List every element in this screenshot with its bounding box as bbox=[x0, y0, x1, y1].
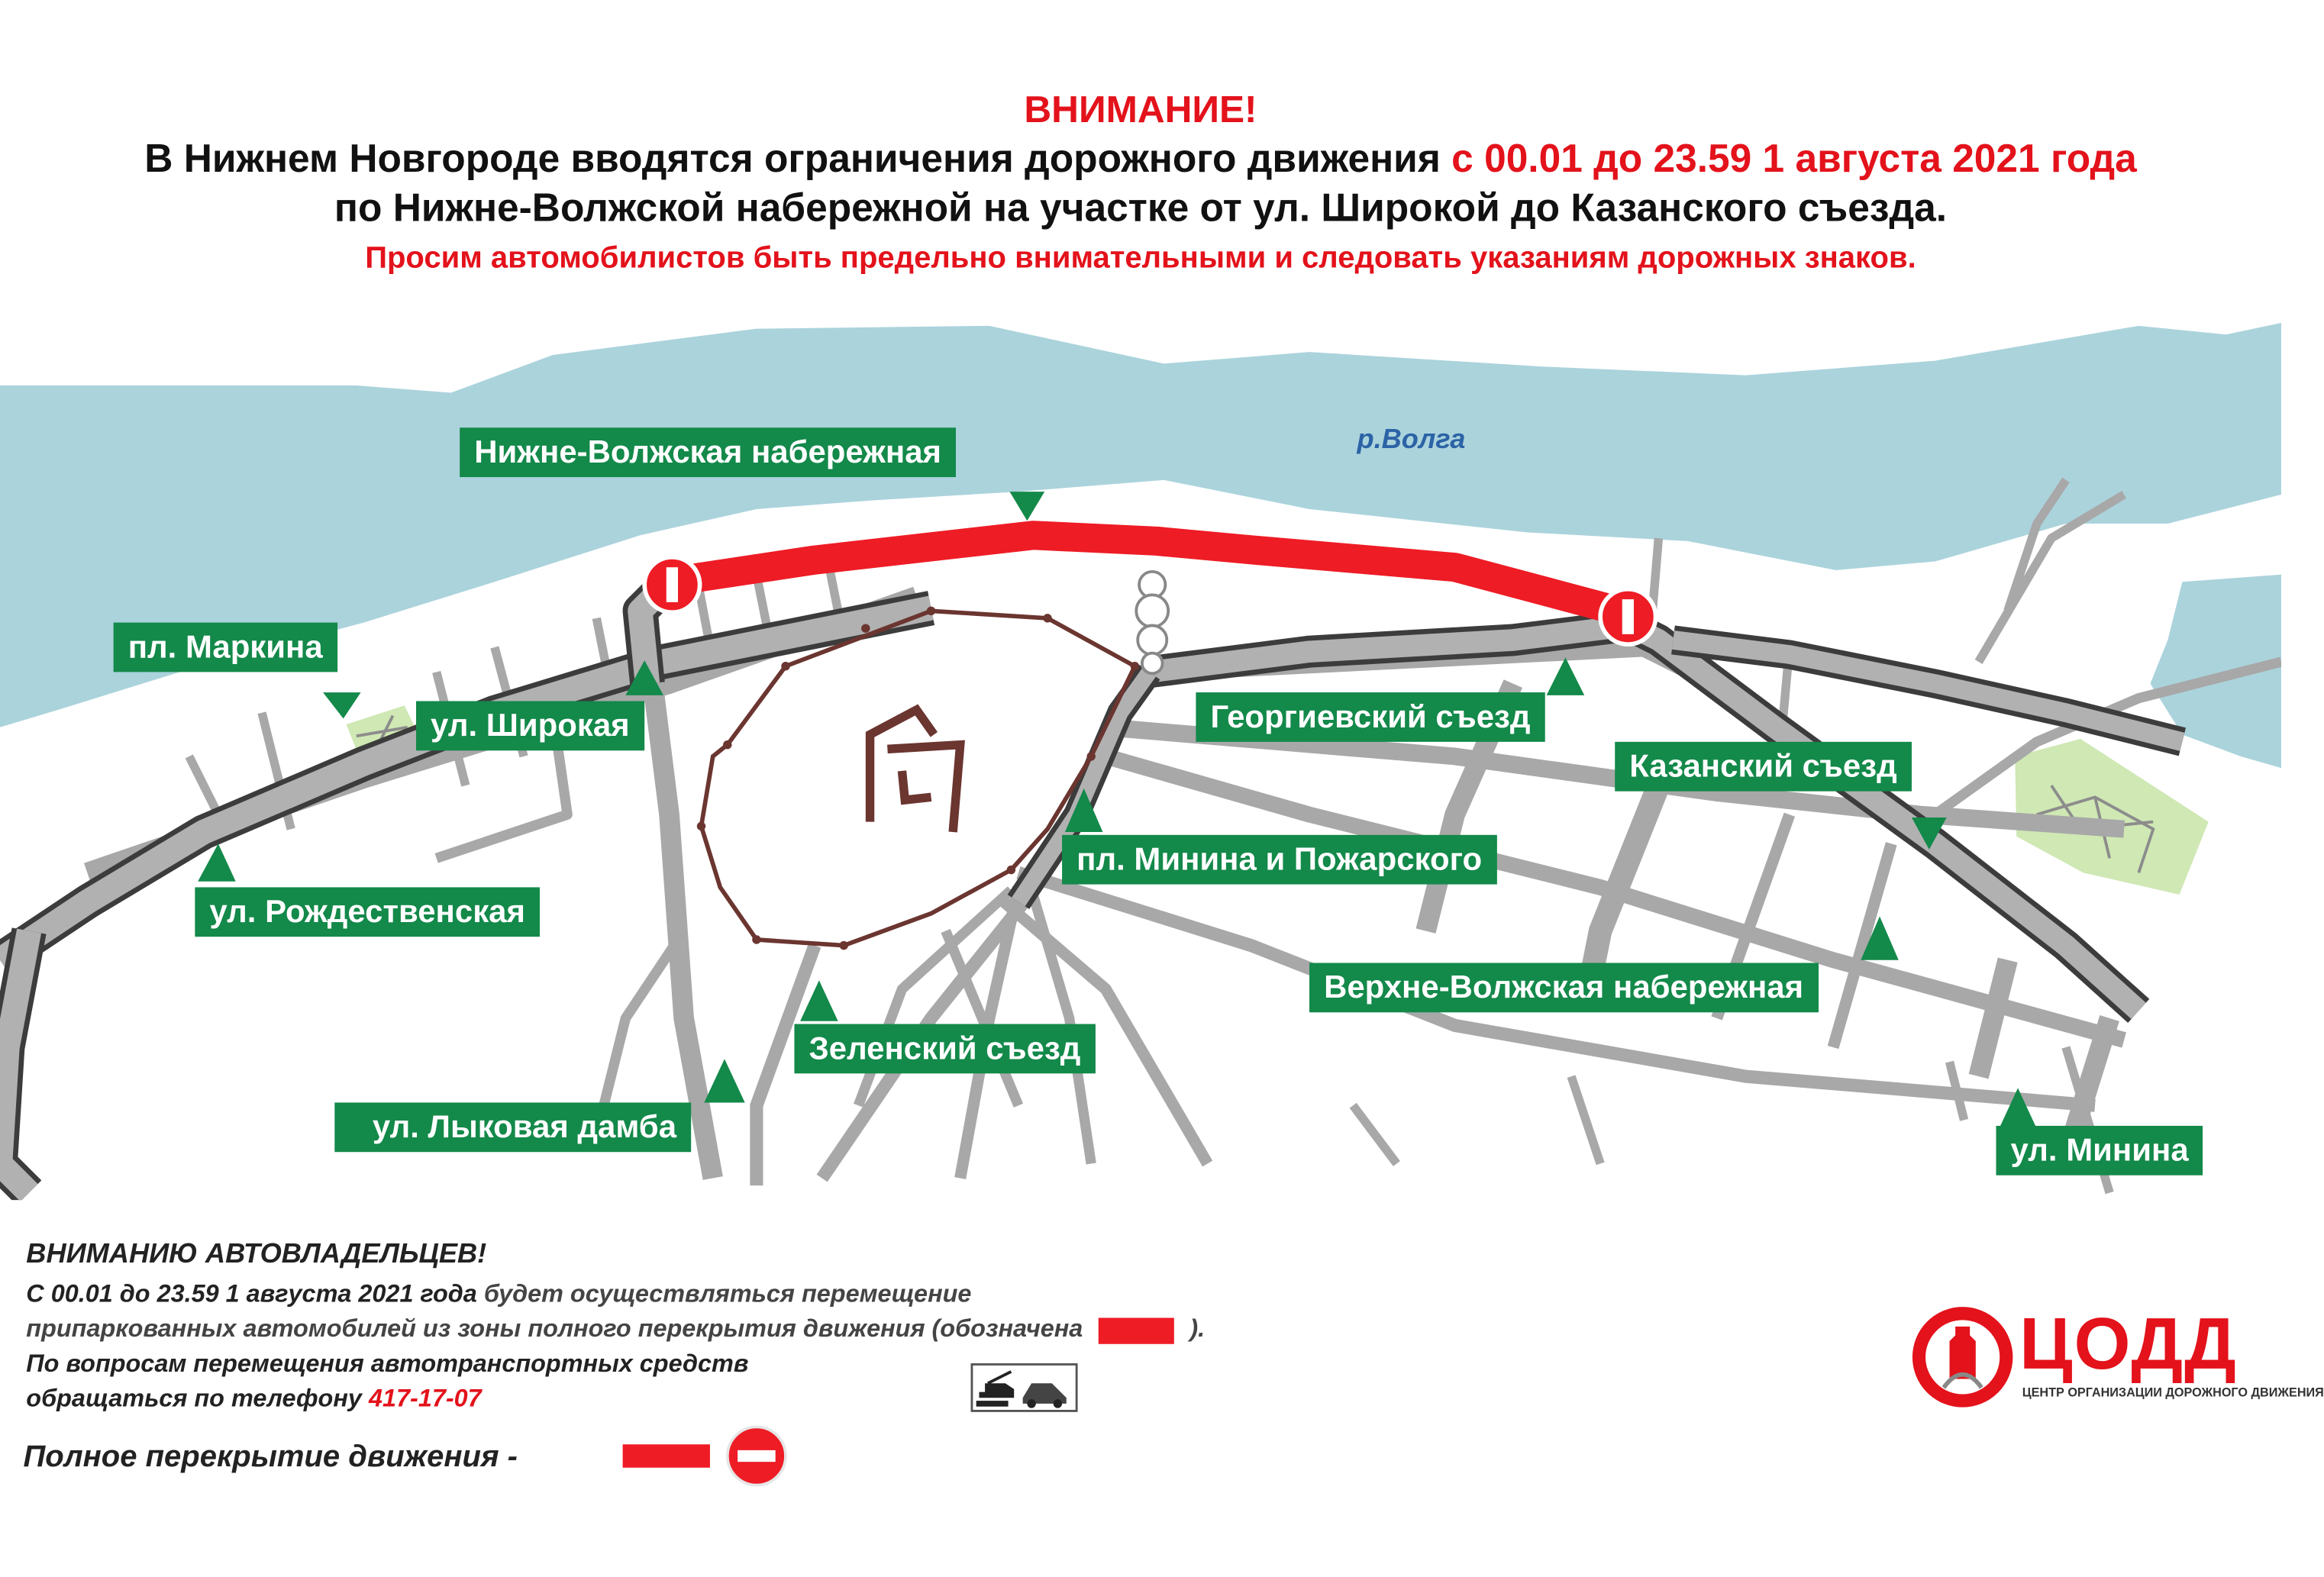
footer-line-4 bbox=[26, 1385, 481, 1414]
label-verkhne-volzhskaya: Верхне-Волжская набережная bbox=[1309, 963, 1818, 1013]
tow-truck-sign-icon bbox=[970, 1363, 1078, 1413]
no-entry-sign-icon-west bbox=[644, 557, 699, 612]
footer-title: ВНИМАНИЮ АВТОВЛАДЕЛЬЦЕВ! bbox=[26, 1239, 487, 1270]
legend-no-entry-icon bbox=[725, 1424, 789, 1488]
footer-date: С 00.01 до 23.59 1 августа 2021 года bbox=[26, 1279, 477, 1308]
header-line-3: Просим автомобилистов быть предельно внимательными и следовать указаниям дорожных знаков. bbox=[365, 241, 1916, 276]
label-kazansky: Казанский съезд bbox=[1615, 742, 1912, 792]
label-markina: пл. Маркина bbox=[114, 623, 337, 672]
header-line-1-text: В Нижнем Новгороде вводятся ограничения дорожного движения bbox=[144, 137, 1441, 181]
label-shirokaya: ул. Широкая bbox=[416, 701, 644, 750]
no-entry-sign-icon-east bbox=[1600, 589, 1655, 644]
kremlin-symbol-icon bbox=[870, 710, 960, 832]
label-nizhne-volzhskaya: Нижне-Волжская набережная bbox=[460, 427, 956, 477]
footer-line-1 bbox=[26, 1280, 971, 1309]
label-minina-pozharskogo: пл. Минина и Пожарского bbox=[1062, 835, 1496, 885]
footer-line-2-text: припаркованных автомобилей из зоны полного перекрытия движения (обозначена bbox=[26, 1314, 1083, 1343]
codd-logo-icon bbox=[1909, 1303, 2016, 1411]
closure-legend-swatch bbox=[1099, 1317, 1174, 1343]
codd-logo-name: ЦОДД bbox=[2019, 1303, 2238, 1385]
label-minina: ул. Минина bbox=[1996, 1126, 2203, 1175]
river-label: р.Волга bbox=[1357, 422, 1466, 454]
label-georgievsky: Георгиевский съезд bbox=[1196, 692, 1544, 742]
label-lykovaya: ул. Лыковая дамба bbox=[334, 1102, 691, 1152]
footer-line-2-close: ). bbox=[1189, 1314, 1206, 1343]
footer-phone: 417-17-07 bbox=[368, 1385, 482, 1413]
header-date-range: с 00.01 до 23.59 1 августа 2021 года bbox=[1451, 137, 2137, 181]
legend-label: Полное перекрытие движения - bbox=[23, 1440, 518, 1474]
legend-closure-line bbox=[623, 1444, 710, 1467]
attention-heading: ВНИМАНИЕ! bbox=[1024, 87, 1257, 131]
footer-line-3: По вопросам перемещения автотранспортных средств bbox=[26, 1350, 749, 1378]
codd-logo-subtitle: ЦЕНТР ОРГАНИЗАЦИИ ДОРОЖНОГО ДВИЖЕНИЯ bbox=[2022, 1385, 2324, 1400]
label-rozhdestvenskaya: ул. Рождественская bbox=[195, 887, 540, 937]
label-zelensky: Зеленский съезд bbox=[794, 1024, 1095, 1074]
footer-line-2 bbox=[26, 1315, 1205, 1344]
footer-line-1-rest: будет осуществляться перемещение bbox=[483, 1279, 972, 1308]
header-line-2: по Нижне-Волжской набережной на участке от ул. Широкой до Казанского съезда. bbox=[334, 185, 1948, 231]
footer-phone-label: обращаться по телефону bbox=[26, 1385, 362, 1413]
